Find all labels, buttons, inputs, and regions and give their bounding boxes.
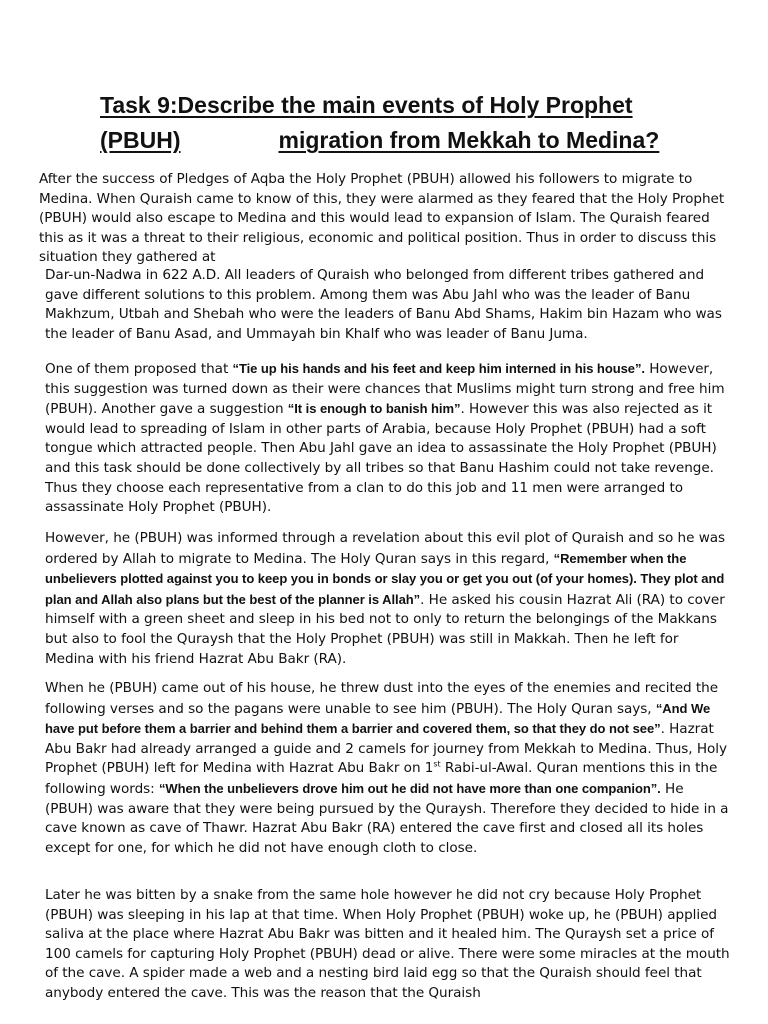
title-line-2: migration from Mekkah to Medina? — [278, 127, 660, 153]
paragraph-dar-un-nadwa: Dar-un-Nadwa in 622 A.D. All leaders of Quraish who belonged from different tribes gathered and gave different solutions to this problem. Among them was Abu Jahl who was the leader of Banu Makhzum, Utbah and Shebah who were the leaders of Banu Abd Shams, Hakim bin Hazam who was the leader of Banu Asad, and Ummayah bin Khalf who was leader of Banu Juma. — [45, 267, 722, 342]
text-segment: . He asked his cousin Hazrat Ali (RA) to cover himself with a green sheet and sleep in his bed not to only to return the belongings of the Makkans but also to fool the Quraysh that the Holy Prophet (PBUH) was still in Makkah. Then he left for Medina with his friend Hazrat Abu Bakr (RA). — [45, 591, 725, 667]
text-segment: He (PBUH) was aware that they were being pursued by the Quraysh. Therefore they decided to hide in a cave known as cave of Thawr. Hazrat Abu Bakr (RA) entered the cave first and closed all its holes except for one, for which he did not have enough cloth to close. — [45, 780, 729, 856]
page-title — [100, 88, 720, 158]
text-segment: Rabi-ul-Awal. Quran mentions this in the following words: — [45, 760, 718, 797]
quote-banish: “It is enough to banish him” — [287, 401, 461, 417]
quote-barrier: “And We have put before them a barrier and behind them a barrier and covered them, so that they do not see” — [45, 700, 711, 737]
text-segment: When he (PBUH) came out of his house, he threw dust into the eyes of the enemies and recited the following verses and so the pagans were unable to see him (PBUH). The Holy Quran says, — [45, 680, 719, 717]
ordinal-suffix: st — [433, 759, 441, 769]
text-segment: . Hazrat Abu Bakr had already arranged a guide and 2 camels for journey from Mekkah to Medina. Thus, Holy Prophet (PBUH) left for Medina with Hazrat Abu Bakr on 1 — [45, 721, 727, 777]
title-pbuh: (PBUH) — [100, 127, 181, 153]
quote-tie-up: “Tie up his hands and his feet and keep him interned in his house”. — [232, 361, 645, 376]
quote-one-companion: “When the unbelievers drove him out he did not have more than one companion”. — [158, 780, 661, 796]
paragraph-intro: After the success of Pledges of Aqba the Holy Prophet (PBUH) allowed his followers to migrate to Medina. When Quraish came to know of this, they were alarmed as they feared that the Holy Prophet (PBUH) would also escape to Medina and this would lead to expansion of Islam. The Quraish feared this as it was a threat to their religious, economic and political position. Thus in order to discuss this situation they gathered at — [39, 171, 725, 266]
title-line-1: Task 9:Describe the main events of Holy Prophet — [100, 92, 633, 118]
text-segment: One of them proposed that — [45, 361, 233, 377]
text-segment: However, this suggestion was turned down as their were chances that Muslims might turn strong and free him (PBUH). Another gave a suggestion — [45, 361, 725, 418]
paragraph-proposals — [45, 359, 730, 518]
paragraph-cave: Later he was bitten by a snake from the same hole however he did not cry because Holy Prophet (PBUH) was sleeping in his lap at that time. When Holy Prophet (PBUH) woke up, he (PBUH) applied saliva at the place where Hazrat Abu Bakr was bitten and it healed him. The Quraysh set a price of 100 camels for capturing Holy Prophet (PBUH) dead or alive. There were some miracles at the mouth of the cave. A spider made a web and a nesting bird laid egg so that the Quraish should feel that anybody entered the cave. This was the reason that the Quraish — [45, 887, 730, 1001]
paragraph-revelation — [45, 529, 730, 669]
text-segment: . However this was also rejected as it would lead to spreading of Islam in other parts of Arabia, because Holy Prophet (PBUH) had a soft tongue which attracted people. Then Abu Jahl gave an idea to assassinate the Holy Prophet (PBUH) and this task should be done collectively by all tribes so that Banu Hashim could not take revenge. Thus they choose each representative from a clan to do this job and 11 men were arranged to assassinate Holy Prophet (PBUH). — [45, 401, 717, 516]
quote-remember-when: “Remember when the unbelievers plotted against you to keep you in bonds or slay you or get you out (of your homes). They plot and plan and Allah also plans but the best of the planner is Allah” — [45, 550, 725, 607]
paragraph-departure — [45, 679, 730, 858]
text-segment: However, he (PBUH) was informed through a revelation about this evil plot of Quraish and so he was ordered by Allah to migrate to Medina. The Holy Quran says in this regard, — [45, 530, 726, 567]
